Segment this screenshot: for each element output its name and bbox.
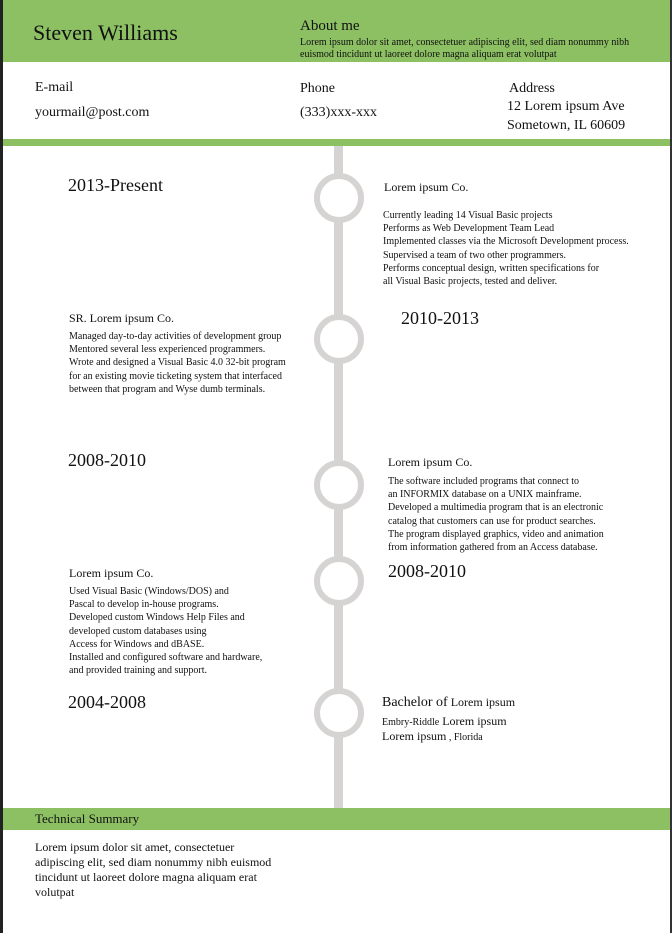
education-location	[382, 729, 483, 744]
about-me-text: Lorem ipsum dolor sit amet, consectetuer adipiscing elit, sed diam nonummy nibh euismod tincidunt ut laoreet dolore magna aliquam erat volutpat	[300, 37, 630, 60]
entry-company: SR. Lorem ipsum Co.	[69, 311, 175, 325]
email-label: E-mail	[35, 80, 74, 95]
timeline-node	[314, 173, 364, 223]
entry-company: Lorem ipsum Co.	[69, 566, 154, 580]
entry-description: The software included programs that connect to an INFORMIX database on a UNIX mainframe. Developed a multimedia program that is an electronic catalog that customers can use for product searches. The program displayed graphics, video and animation from information gathered from an Access database.	[388, 476, 604, 554]
phone-value: (333)xxx-xxx	[300, 105, 377, 120]
entry-company: Lorem ipsum Co.	[384, 180, 469, 194]
degree-name: Lorem ipsum	[447, 695, 516, 709]
timeline-node	[314, 556, 364, 606]
entry-year: 2013-Present	[68, 175, 163, 195]
school-name: Lorem ipsum	[439, 714, 507, 728]
education-degree	[382, 695, 515, 711]
location-prefix: Lorem ipsum	[382, 729, 447, 743]
entry-year: 2008-2010	[388, 561, 466, 581]
address-line-1: 12 Lorem ipsum Ave	[507, 99, 625, 114]
timeline-node	[314, 688, 364, 738]
location-state: , Florida	[446, 732, 483, 743]
degree-prefix: Bachelor of	[382, 695, 448, 710]
phone-label: Phone	[300, 81, 335, 96]
entry-company: Lorem ipsum Co.	[388, 455, 473, 469]
education-school	[382, 713, 507, 729]
school-prefix: Embry-Riddle	[382, 717, 440, 728]
entry-description: Managed day-to-day activities of development group Mentored several less experienced programmers. Wrote and designed a Visual Basic 4.0 32-bit program for an existing movie ticketing system that interfaced between that program and Wyse dumb terminals.	[69, 331, 286, 395]
entry-year: 2008-2010	[68, 450, 146, 470]
entry-description: Currently leading 14 Visual Basic projects Performs as Web Development Team Lead Implemented classes via the Microsoft Development process. Supervised a team of two other programmers. Performs conceptual design, written specifications for all Visual Basic projects, tested and deliver.	[383, 210, 629, 288]
candidate-name: Steven Williams	[33, 20, 178, 45]
entry-description: Used Visual Basic (Windows/DOS) and Pascal to develop in-house programs. Developed custom Windows Help Files and developed custom databases using Access for Windows and dBASE. Installed and configured software and hardware, and provided training and support.	[69, 586, 263, 677]
education-year: 2004-2008	[68, 692, 146, 712]
entry-year: 2010-2013	[401, 308, 479, 328]
technical-summary-heading: Technical Summary	[35, 811, 140, 826]
header-divider	[3, 139, 670, 146]
about-me-heading: About me	[300, 18, 360, 34]
timeline-node	[314, 460, 364, 510]
timeline-node	[314, 314, 364, 364]
email-value: yourmail@post.com	[35, 105, 150, 120]
technical-summary-text: Lorem ipsum dolor sit amet, consectetuer adipiscing elit, sed diam nonummy nibh euismod tincidunt ut laoreet dolore magna aliquam erat volutpat	[35, 840, 272, 899]
address-label: Address	[509, 81, 555, 96]
address-line-2: Sometown, IL 60609	[507, 118, 626, 133]
